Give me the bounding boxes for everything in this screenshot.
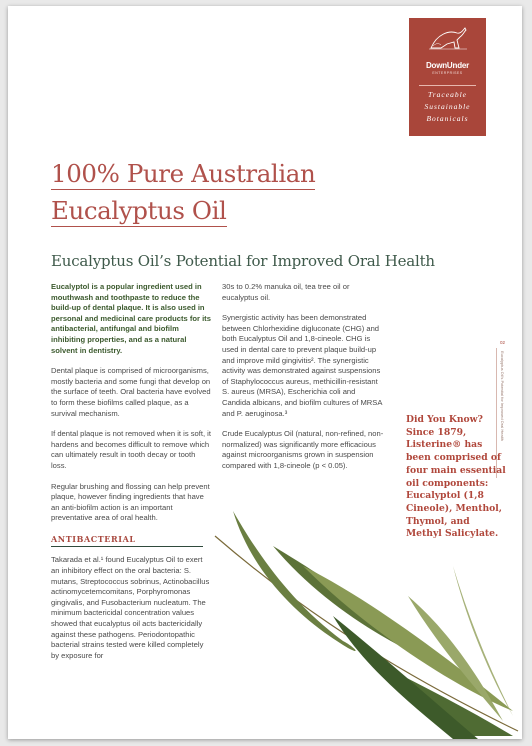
brand-name: DownUnder (425, 61, 470, 70)
page-subtitle: Eucalyptus Oil’s Potential for Improved Oral Health (51, 252, 435, 270)
did-you-know-callout: Did You Know? Since 1879, Listerine® has been comprised of four main essential oil components: Eucalyptol (1,8 Cineole), Menthol, Thymol, and Methyl Salicylate. (406, 414, 506, 540)
column-right (222, 282, 384, 472)
paragraph: Synergistic activity has been demonstrated between Chlorhexidine digluconate (CHG) and both Eucalyptus Oil and 1,8-cineole. CHG is used in dental care to prevent plaque build-up and improve mild gingivitis². The synergistic activity was demonstrated against suspensions of Staphylococcus aureus, methicillin-resistant S. aureus (MRSA), Escherichia coli and Candida albicans, and biofilm cultures of MRSA and P. aeruginosa.³ (222, 313, 382, 418)
page-title-line-1: 100% Pure Australian (51, 159, 316, 188)
brand-tagline-2: Sustainable (424, 102, 471, 111)
page-number: 02 (500, 340, 506, 345)
paragraph: If dental plaque is not removed when it is soft, it hardens and becomes difficult to remove which can ultimately result in tooth decay or tooth loss. (51, 429, 211, 470)
brand-tagline-1: Traceable (428, 90, 467, 99)
paragraph: Crude Eucalyptus Oil (natural, non-refined, non-normalized) was significantly more efficacious against microorganisms grown in suspension compared with 1,8-cineole (p < 0.05). (222, 429, 384, 470)
running-title: Eucalyptus Oil's Potential for Improved Oral Health (500, 351, 505, 441)
brand-divider (419, 85, 476, 86)
eucalyptus-leaves-illustration (213, 506, 522, 739)
kangaroo-logo-icon (427, 24, 469, 52)
brand-tagline-3: Botanicals (426, 114, 469, 123)
document-page (8, 6, 522, 739)
paragraph: Regular brushing and flossing can help prevent plaque, however finding ingredients that have an anti-biofilm action is an important preventative area of oral health. (51, 481, 210, 523)
brand-logo-block (409, 18, 486, 136)
lead-paragraph: Eucalyptol is a popular ingredient used in mouthwash and toothpaste to reduce the build-up of dental plaque. It is also used in personal and medicinal care products for its antibacterial, antifungal and biofilm inhibiting properties, and as a natural solvent in dentistry. (51, 282, 211, 355)
page-title-line-2: Eucalyptus Oil (51, 196, 227, 225)
paragraph: 30s to 0.2% manuka oil, tea tree oil or eucalyptus oil. (222, 282, 350, 302)
brand-subtitle: ENTERPRISES (432, 71, 463, 75)
paragraph: Takarada et al.¹ found Eucalyptus Oil to exert an inhibitory effect on the oral bacteria: S. mutans, Streptococcus sobrinus, Actinobacillus actinomycetemcomitans, Porphyromonas gingivalis, and Fusobacterium nucleatum. The minimum bactericidal concentration values showed that eucalyptus oil acts bactericidally against these pathogens. Periodontopathic bacterial strains tested were killed completely by exposure for (51, 555, 210, 660)
column-left (51, 282, 211, 661)
paragraph: Dental plaque is comprised of microorganisms, mostly bacteria and some fungi that develop on the surface of teeth. Oral bacteria have evolved to form these biofilms called plaque, as a survival mechanism. (51, 366, 211, 418)
section-heading: ANTIBACTERIAL (51, 534, 203, 548)
